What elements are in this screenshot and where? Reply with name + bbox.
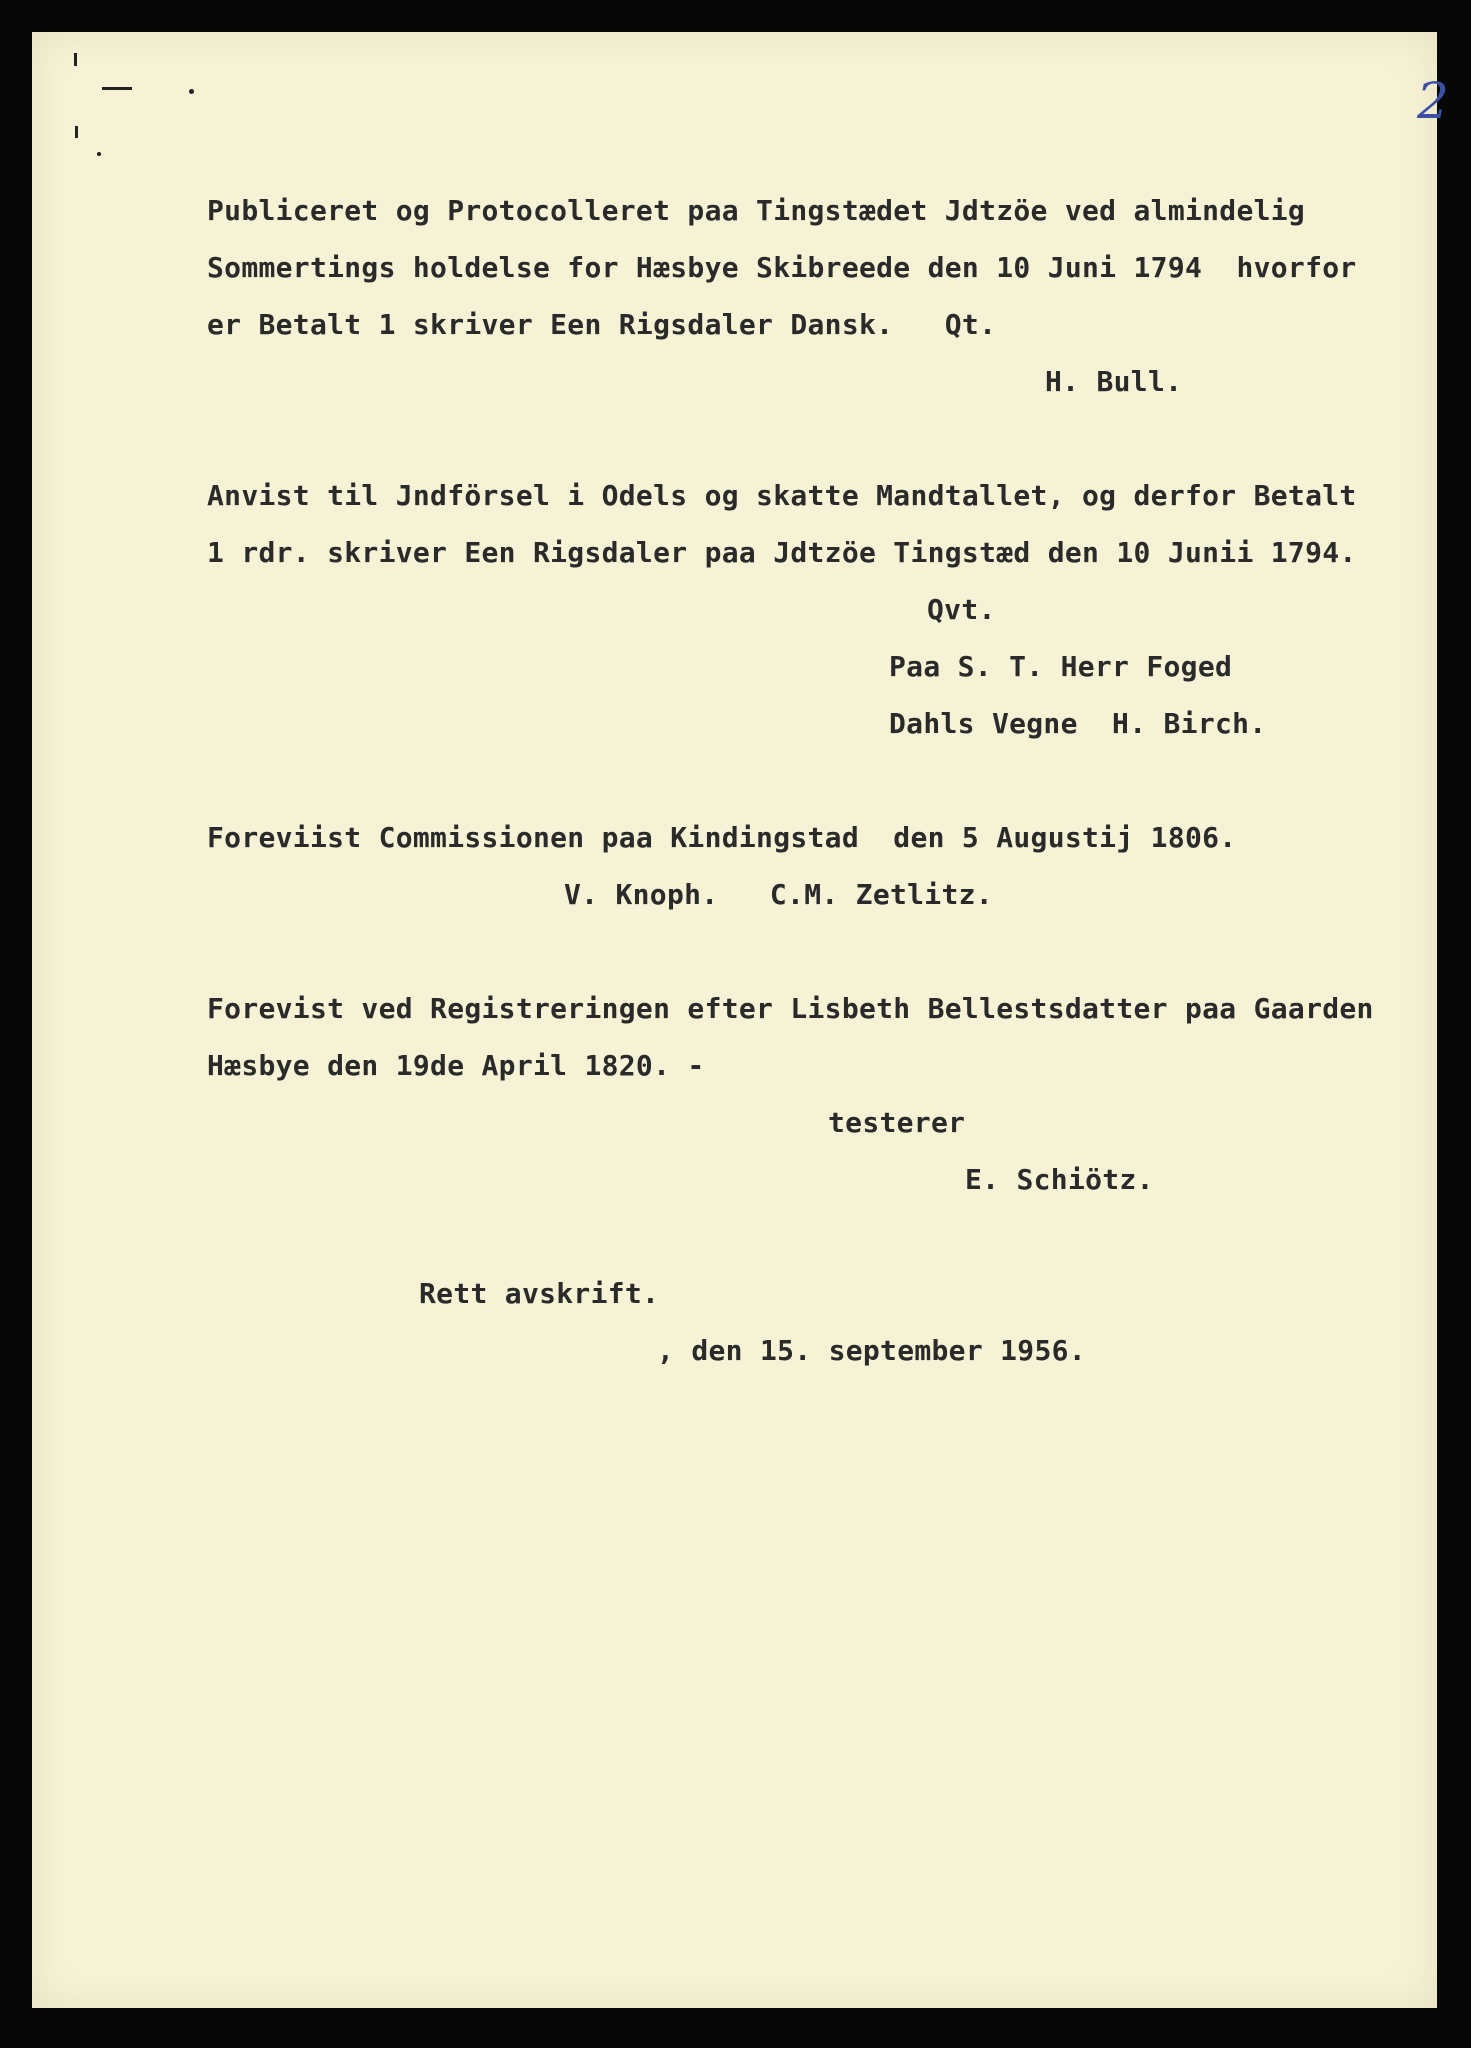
entry-2-line-2: 1 rdr. skriver Een Rigsdaler paa Jdtzöe Tingstæd den 10 Junii 1794.	[207, 536, 1357, 569]
entry-2-line-1: Anvist til Jndförsel i Odels og skatte Mandtallet, og derfor Betalt	[207, 479, 1357, 512]
margin-mark-5	[97, 152, 101, 156]
certification-date: , den 15. september 1956.	[657, 1334, 1086, 1367]
entry-1-line-3: er Betalt 1 skriver Een Rigsdaler Dansk. Qt.	[207, 308, 997, 341]
entry-3-signature: V. Knoph. C.M. Zetlitz.	[564, 878, 993, 911]
entry-2-closing: Qvt.	[927, 593, 996, 626]
margin-mark-3	[189, 89, 194, 94]
entry-4-line-1: Forevist ved Registreringen efter Lisbeth Bellestsdatter paa Gaarden	[207, 992, 1374, 1025]
entry-1-line-1: Publiceret og Protocolleret paa Tingstædet Jdtzöe ved almindelig	[207, 194, 1306, 227]
entry-2-signature-line-2: Dahls Vegne H. Birch.	[889, 707, 1267, 740]
page-number: 2	[1417, 72, 1449, 130]
entry-1-line-2: Sommertings holdelse for Hæsbye Skibreede den 10 Juni 1794 hvorfor	[207, 251, 1357, 284]
entry-4-line-2: Hæsbye den 19de April 1820. -	[207, 1049, 705, 1082]
entry-4-signature: E. Schiötz.	[965, 1163, 1154, 1196]
entry-1-signature: H. Bull.	[1045, 365, 1183, 398]
margin-mark-4	[75, 126, 78, 138]
margin-mark-2	[102, 87, 132, 90]
entry-3-line-1: Foreviist Commissionen paa Kindingstad den 5 Augustij 1806.	[207, 821, 1237, 854]
entry-2-signature-line-1: Paa S. T. Herr Foged	[889, 650, 1233, 683]
margin-mark-1	[74, 53, 77, 66]
entry-4-closing: testerer	[828, 1106, 966, 1139]
certification-label: Rett avskrift.	[419, 1277, 660, 1310]
document-page	[32, 32, 1449, 2008]
